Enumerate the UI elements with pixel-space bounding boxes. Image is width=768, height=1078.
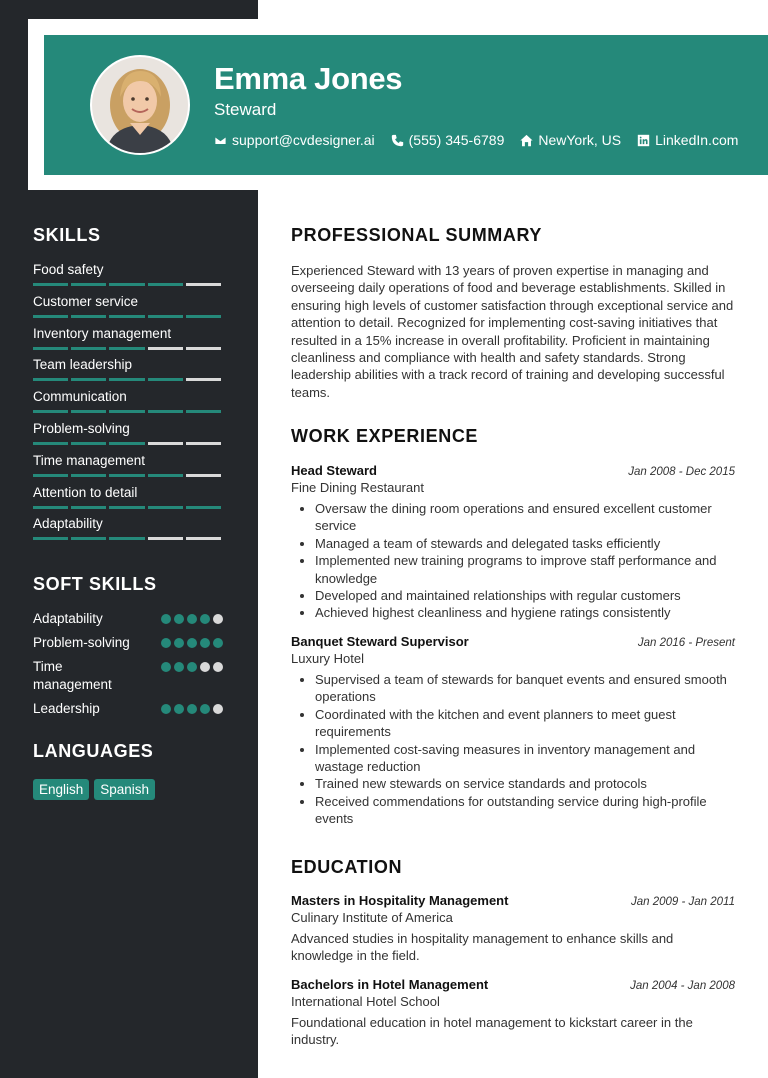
rating-dot: [187, 704, 197, 714]
job-bullets: [291, 500, 735, 622]
skill-level-segment: [109, 537, 144, 540]
skill-item: [33, 389, 223, 421]
skill-name: Attention to detail: [33, 484, 138, 500]
skill-level-segment: [186, 410, 221, 413]
skill-level-segment: [109, 506, 144, 509]
languages-list: [33, 779, 155, 800]
soft-skill-item: [33, 700, 223, 718]
education-heading: EDUCATION: [291, 857, 403, 877]
skill-level-segment: [186, 347, 221, 350]
skill-level-segment: [109, 347, 144, 350]
job-entry-1: [291, 463, 735, 622]
linkedin-icon: [637, 134, 650, 147]
header-banner: [44, 35, 768, 175]
avatar: [90, 55, 190, 155]
soft-skills-list: [33, 610, 223, 724]
skill-level-segment: [33, 506, 68, 509]
candidate-name: Emma Jones: [214, 61, 403, 96]
list-item: • Oversaw the dining room operations and ensured excellent customer service: [315, 500, 735, 535]
phone-text: (555) 345-6789: [408, 132, 505, 148]
rating-dot: [200, 614, 210, 624]
rating-dot: [187, 614, 197, 624]
skill-level-segment: [71, 474, 106, 477]
skill-level-segment: [33, 283, 68, 286]
soft-skill-rating: [161, 610, 223, 624]
skill-level-bar: [33, 537, 223, 540]
phone-icon: [391, 134, 404, 147]
degree-title: Bachelors in Hotel Management: [291, 977, 489, 992]
skill-level-segment: [71, 410, 106, 413]
rating-dot: [174, 614, 184, 624]
degree-date: Jan 2009 - Jan 2011: [630, 896, 735, 908]
skill-name: Food safety: [33, 262, 104, 277]
skill-level-segment: [33, 537, 68, 540]
soft-skill-name: Adaptability: [33, 611, 103, 626]
soft-skill-rating: [161, 634, 223, 648]
skill-level-segment: [109, 315, 144, 318]
rating-dot: [213, 614, 223, 624]
experience-heading: WORK EXPERIENCE: [291, 426, 479, 446]
skill-level-segment: [148, 410, 183, 413]
skill-level-segment: [148, 537, 183, 540]
rating-dot: [200, 662, 210, 672]
skill-level-segment: [186, 283, 221, 286]
list-item: • Developed and maintained relationships with regular customers: [315, 587, 735, 604]
contact-phone[interactable]: [391, 132, 505, 148]
list-item: • Managed a team of stewards and delegated tasks efficiently: [315, 535, 735, 552]
skill-level-segment: [109, 283, 144, 286]
skill-item: [33, 453, 223, 485]
institution: International Hotel School: [291, 994, 440, 1009]
list-item: • Coordinated with the kitchen and event planners to meet guest requirements: [315, 706, 735, 741]
skill-level-segment: [33, 347, 68, 350]
skill-level-segment: [148, 442, 183, 445]
skill-level-segment: [186, 442, 221, 445]
list-item: • Implemented new training programs to improve staff performance and knowledge: [315, 552, 735, 587]
job-entry-2: [291, 634, 735, 828]
degree-description: Advanced studies in hospitality management to enhance skills and knowledge in the field.: [291, 931, 674, 964]
job-bullets: [291, 671, 735, 828]
skill-level-segment: [186, 315, 221, 318]
skill-item: [33, 516, 223, 548]
rating-dot: [213, 662, 223, 672]
institution: Culinary Institute of America: [291, 910, 453, 925]
rating-dot: [174, 638, 184, 648]
skill-level-segment: [186, 378, 221, 381]
rating-dot: [161, 704, 171, 714]
skill-name: Team leadership: [33, 357, 133, 373]
language-tag: Spanish: [94, 779, 155, 800]
job-title: Head Steward: [291, 463, 377, 478]
skill-name: Adaptability: [33, 516, 103, 532]
linkedin-text: LinkedIn.com: [655, 132, 739, 148]
contact-email[interactable]: [214, 132, 375, 148]
list-item: • Received commendations for outstanding service during high-profile events: [315, 793, 735, 828]
skills-list: [33, 262, 223, 548]
rating-dot: [187, 638, 197, 648]
skill-level-segment: [148, 283, 183, 286]
language-tag: English: [33, 779, 89, 800]
soft-skill-name: Problem-solving: [33, 635, 130, 650]
soft-skill-rating: [161, 700, 223, 714]
skill-level-segment: [148, 315, 183, 318]
skill-level-bar: [33, 347, 223, 350]
skill-level-bar: [33, 283, 223, 286]
contact-location: [520, 132, 621, 148]
location-text: NewYork, US: [538, 132, 622, 148]
skill-level-segment: [109, 410, 144, 413]
rating-dot: [174, 662, 184, 672]
rating-dot: [187, 662, 197, 672]
skill-name: Communication: [33, 389, 127, 405]
skill-level-segment: [186, 537, 221, 540]
skill-level-bar: [33, 410, 223, 413]
skill-level-segment: [33, 315, 68, 318]
rating-dot: [200, 704, 210, 714]
skill-level-bar: [33, 506, 223, 509]
skill-level-segment: [186, 474, 221, 477]
skill-level-bar: [33, 315, 223, 318]
rating-dot: [213, 704, 223, 714]
skill-level-segment: [33, 474, 68, 477]
skill-level-segment: [148, 506, 183, 509]
skill-level-segment: [71, 347, 106, 350]
education-entry-2: [291, 977, 735, 1049]
skill-level-segment: [109, 442, 144, 445]
skill-item: [33, 485, 223, 517]
summary-text: Experienced Steward with 13 years of proven expertise in managing and overseeing daily operations of food and beverage establishments. Skilled in ensuring high levels of customer satisfaction through exceptional service and attention to detail. Recognized for implementing cost-saving initiatives that resulted in a 15% increase in overall profitability. Proficient in maintaining cleanliness and compliance with health and safety standards. Strong leadership abilities with a track record of training and developing successful teams.: [291, 263, 734, 400]
education-entry-1: [291, 893, 735, 965]
rating-dot: [213, 638, 223, 648]
rating-dot: [161, 638, 171, 648]
skill-level-segment: [186, 506, 221, 509]
envelope-icon: [214, 134, 227, 147]
job-employer: Fine Dining Restaurant: [291, 480, 424, 495]
skill-item: [33, 421, 223, 453]
skill-item: [33, 326, 223, 358]
degree-date: Jan 2004 - Jan 2008: [630, 980, 735, 992]
skill-name: Inventory management: [33, 325, 172, 341]
rating-dot: [174, 704, 184, 714]
soft-skills-heading: SOFT SKILLS: [33, 574, 157, 594]
rating-dot: [200, 638, 210, 648]
skills-heading: SKILLS: [33, 225, 101, 245]
skill-level-segment: [148, 474, 183, 477]
skill-level-segment: [109, 378, 144, 381]
skill-level-segment: [71, 315, 106, 318]
rating-dot: [161, 614, 171, 624]
soft-skill-name: Leadership: [33, 701, 100, 716]
skill-name: Time management: [33, 452, 146, 468]
skill-level-segment: [71, 506, 106, 509]
skill-item: [33, 294, 223, 326]
skill-level-segment: [71, 442, 106, 445]
degree-description: Foundational education in hotel management to kickstart career in the industry.: [291, 1015, 693, 1048]
email-text: support@cvdesigner.ai: [232, 132, 375, 148]
job-employer: Luxury Hotel: [291, 651, 364, 666]
skill-name: Customer service: [33, 293, 139, 309]
degree-title: Masters in Hospitality Management: [291, 893, 509, 908]
soft-skill-item: [33, 634, 223, 652]
list-item: • Supervised a team of stewards for banquet events and ensured smooth operations: [315, 671, 735, 706]
skill-level-segment: [148, 378, 183, 381]
list-item: • Trained new stewards on service standards and protocols: [315, 775, 735, 792]
skill-level-segment: [109, 474, 144, 477]
skill-level-segment: [33, 410, 68, 413]
profile-photo-icon: [92, 57, 188, 153]
contact-row: [214, 132, 738, 148]
soft-skill-item: [33, 658, 223, 694]
skill-name: Problem-solving: [33, 420, 130, 436]
job-date: Jan 2016 - Present: [637, 637, 735, 649]
skill-level-segment: [71, 378, 106, 381]
skill-level-bar: [33, 474, 223, 477]
skill-item: [33, 262, 223, 294]
skill-level-segment: [33, 378, 68, 381]
skill-level-segment: [71, 537, 106, 540]
soft-skill-rating: [161, 658, 223, 672]
contact-linkedin[interactable]: [637, 132, 738, 148]
skill-item: [33, 357, 223, 389]
summary-heading: PROFESSIONAL SUMMARY: [291, 225, 543, 245]
soft-skill-name: Time management: [33, 659, 112, 692]
skill-level-segment: [33, 442, 68, 445]
rating-dot: [161, 662, 171, 672]
languages-heading: LANGUAGES: [33, 741, 154, 761]
skill-level-segment: [71, 283, 106, 286]
skill-level-bar: [33, 378, 223, 381]
candidate-role: Steward: [214, 100, 277, 119]
list-item: • Achieved highest cleanliness and hygiene ratings consistently: [315, 604, 735, 621]
skill-level-segment: [148, 347, 183, 350]
skill-level-bar: [33, 442, 223, 445]
home-icon: [520, 134, 533, 147]
soft-skill-item: [33, 610, 223, 628]
job-date: Jan 2008 - Dec 2015: [628, 466, 735, 478]
job-title: Banquet Steward Supervisor: [291, 634, 469, 649]
list-item: • Implemented cost-saving measures in inventory management and wastage reduction: [315, 741, 735, 776]
